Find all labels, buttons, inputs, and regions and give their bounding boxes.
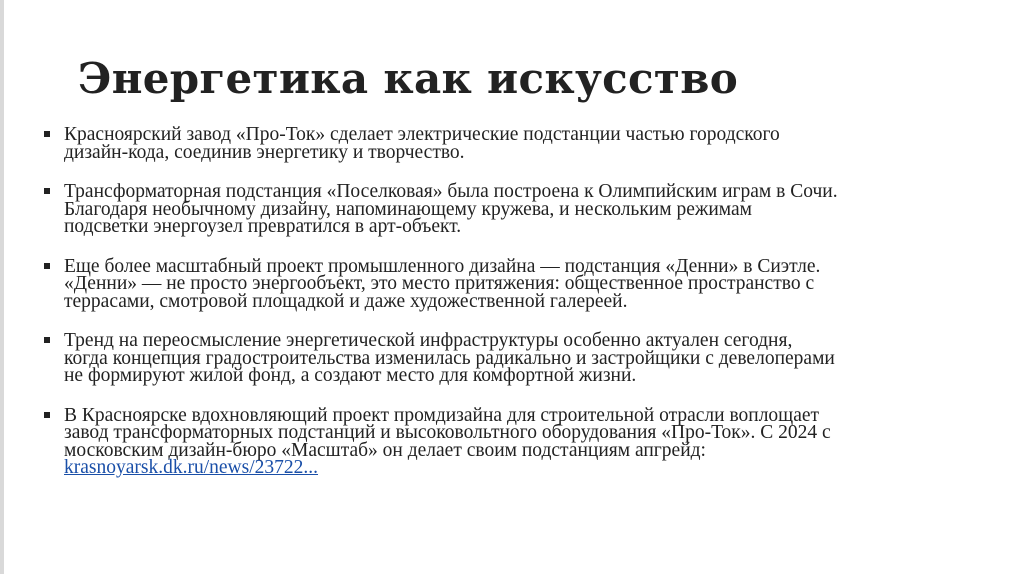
slide-title: Энергетика как искусство	[78, 54, 739, 103]
bullet-marker-icon	[44, 337, 50, 343]
bullet-line: когда концепция градостроительства изменилась радикально и застройщики с девелоперами	[64, 347, 835, 369]
bullet-line: «Денни» — не просто энергообъект, это место притяжения: общественное пространство с	[64, 273, 815, 294]
bullet-line: Трансформаторная подстанция «Поселковая» была построена к Олимпийским играм в Сочи.	[64, 181, 838, 202]
bullet-marker-icon	[44, 188, 50, 194]
bullet-line: дизайн-кода, соединив энергетику и творчество.	[64, 141, 465, 163]
bullet-line: не формируют жилой фонд, а создают место для комфортной жизни.	[64, 365, 637, 386]
news-link[interactable]: krasnoyarsk.dk.ru/news/23722...	[64, 457, 319, 478]
bullet-text	[64, 183, 994, 236]
bullet-item	[44, 332, 994, 385]
bullet-text	[64, 126, 994, 161]
bullet-line: Благодаря необычному дизайну, напоминающему кружева, и нескольким режимам	[64, 198, 752, 220]
bullet-line: подсветки энергоузел превратился в арт-объект.	[64, 216, 462, 237]
bullet-text	[64, 332, 994, 385]
bullet-line	[64, 459, 994, 477]
bullet-line: Еще более масштабный проект промышленного дизайна — подстанция «Денни» в Сиэтле.	[64, 255, 821, 277]
bullet-text	[64, 404, 994, 478]
bullet-line: завод трансформаторных подстанций и высоковольтного оборудования «Про-Ток». С 2024 с	[64, 422, 831, 443]
bullet-item	[44, 255, 994, 312]
slide-left-border	[0, 0, 4, 574]
bullet-item	[44, 126, 994, 161]
bullet-line: Тренд на переосмысление энергетической инфраструктуры особенно актуален сегодня,	[64, 330, 793, 351]
bullet-marker-icon	[44, 131, 50, 137]
bullet-line: Красноярский завод «Про-Ток» сделает электрические подстанции частью городского	[64, 124, 780, 145]
bullet-marker-icon	[44, 263, 50, 269]
bullet-marker-icon	[44, 412, 50, 418]
bullet-line: московским дизайн-бюро «Масштаб» он делает своим подстанциям апгрейд:	[64, 439, 706, 461]
bullet-item	[44, 183, 994, 236]
bullet-list	[44, 126, 994, 499]
bullet-line: террасами, смотровой площадкой и даже художественной галереей.	[64, 290, 628, 312]
bullet-item	[44, 404, 994, 478]
bullet-line: В Красноярске вдохновляющий проект промдизайна для строительной отрасли воплощает	[64, 404, 820, 426]
bullet-text	[64, 255, 994, 312]
